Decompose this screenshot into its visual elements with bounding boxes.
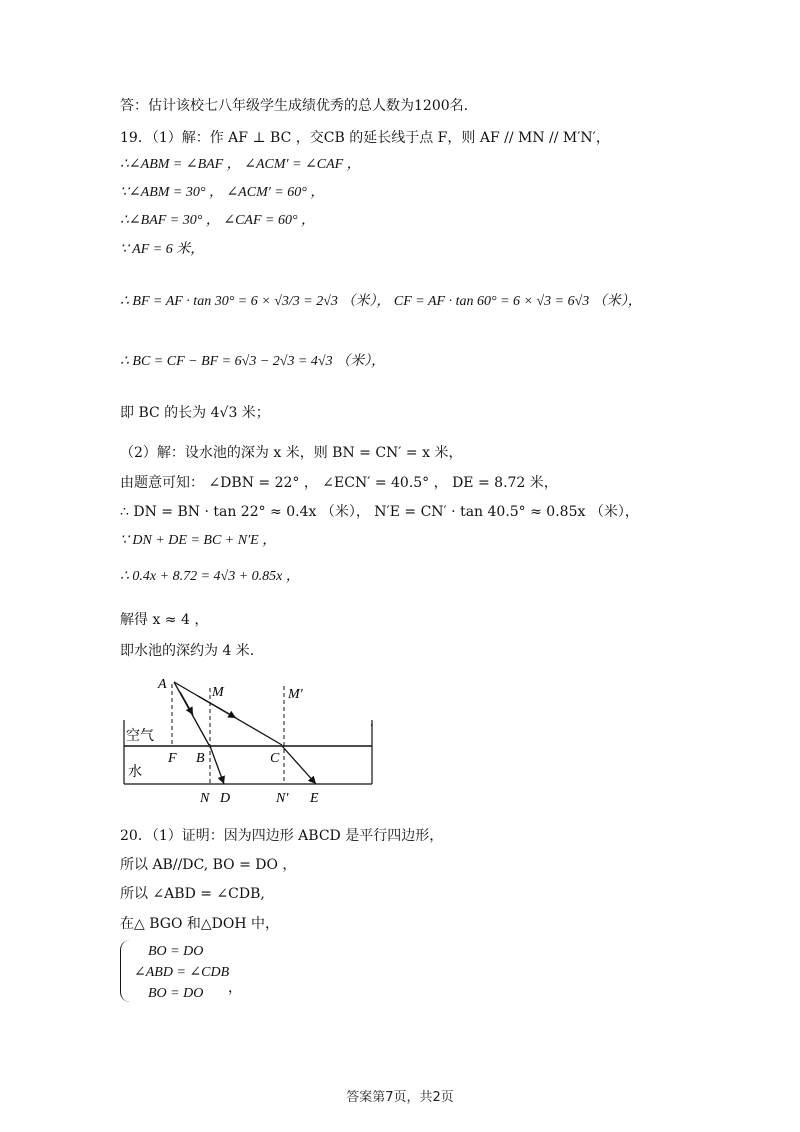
text-line-2: 19．（1）解：作 AF ⊥ BC ，交CB 的延长线于点 F，则 AF // MN // M′N′，	[120, 130, 610, 146]
text-line-13: ∵ DN + DE = BC + N′E ，	[120, 533, 277, 548]
text-line-4: ∵∠ABM = 30° ， ∠ACM′ = 60° ，	[120, 185, 325, 200]
label-c: C	[270, 751, 280, 766]
system-row-2: ∠ABD = ∠CDB	[134, 965, 230, 980]
text-line-18: 所以 AB//DC, BO = DO ，	[120, 857, 297, 873]
text-line-16: 即水池的深约为 4 米.	[120, 643, 255, 659]
text-line-14: ∴ 0.4x + 8.72 = 4√3 + 0.85x ，	[120, 569, 300, 584]
text-line-5: ∴∠BAF = 30° ， ∠CAF = 60° ，	[120, 213, 316, 228]
page-footer: 答案第7页，共2页	[346, 1090, 454, 1105]
text-line-9: 即 BC 的长为 4√3 米；	[120, 405, 270, 421]
text-line-17: 20．（1）证明：因为四边形 ABCD 是平行四边形，	[120, 828, 444, 844]
refraction-diagram	[118, 672, 388, 812]
system-tail: ，	[228, 980, 242, 996]
label-d: D	[220, 791, 231, 806]
text-line-3: ∴∠ABM = ∠BAF ， ∠ACM′ = ∠CAF ，	[120, 157, 361, 172]
text-line-19: 所以 ∠ABD = ∠CDB,	[120, 886, 265, 902]
system-row-3: BO = DO	[148, 986, 204, 1001]
label-e: E	[310, 791, 319, 806]
text-line-7: ∴ BF = AF · tan 30° = 6 × √3/3 = 2√3 （米）， CF = AF · tan 60° = 6 × √3 = 6√3 （米），	[120, 294, 642, 309]
ray-ce	[282, 746, 316, 784]
text-line-11: 由题意可知： ∠DBN = 22° ， ∠ECN′ = 40.5° ， DE = 8.72 米，	[120, 475, 558, 491]
label-n-prime: N′	[276, 791, 289, 806]
text-line-10: （2）解：设水池的深为 x 米，则 BN = CN′ = x 米，	[120, 445, 463, 461]
label-m: M	[212, 685, 224, 700]
label-dot: .	[370, 715, 374, 730]
text-line-6: ∵ AF = 6 米，	[120, 242, 205, 257]
system-row-1: BO = DO	[148, 944, 204, 959]
label-a: A	[158, 677, 167, 692]
text-line-8: ∴ BC = CF − BF = 6√3 − 2√3 = 4√3 （米），	[120, 354, 386, 369]
ray-bd	[210, 746, 224, 784]
label-n: N	[200, 791, 210, 806]
text-line-12: ∴ DN = BN · tan 22° ≈ 0.4x （米）， N′E = CN′ · tan 40.5° ≈ 0.85x （米），	[120, 504, 639, 520]
label-air: 空气	[126, 728, 154, 744]
ray-ab-arrow	[180, 692, 193, 715]
left-brace	[120, 940, 131, 1002]
label-m-prime: M′	[288, 687, 303, 702]
text-line-20: 在△ BGO 和△DOH 中，	[120, 916, 280, 932]
text-line-15: 解得 x ≈ 4 ，	[120, 612, 209, 628]
label-b: B	[196, 751, 205, 766]
label-water: 水	[128, 764, 142, 780]
label-f: F	[168, 751, 177, 766]
text-line-1: 答：估计该校七八年级学生成绩优秀的总人数为1200名.	[120, 98, 469, 114]
